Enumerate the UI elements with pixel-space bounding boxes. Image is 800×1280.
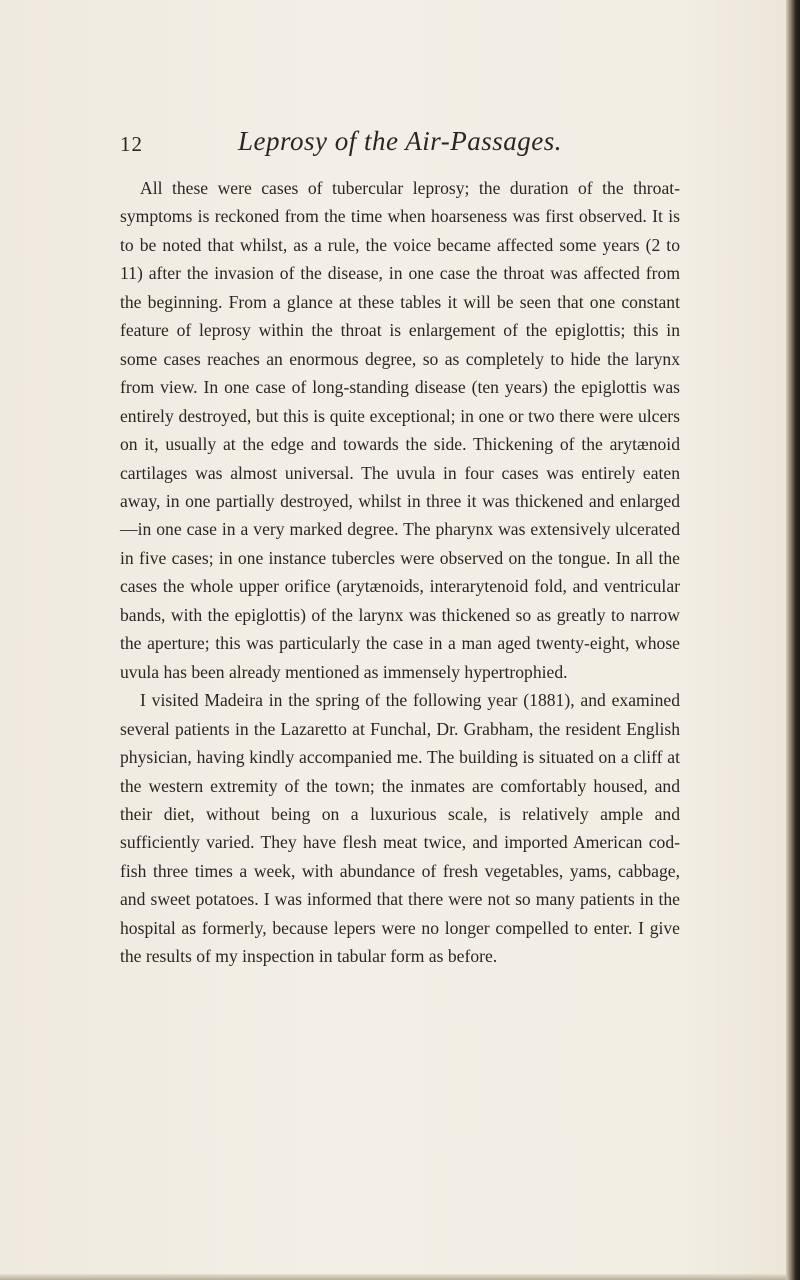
book-binding-edge — [786, 0, 800, 1280]
page-header — [120, 126, 680, 162]
paragraph-1: All these were cases of tubercular leprosy; the duration of the throat-symptoms is reckoned from the time when hoarseness was first observed. It is to be noted that whilst, as a rule, the voice became affected some years (2 to 11) after the invasion of the disease, in one case the throat was affected from the beginning. From a glance at these tables it will be seen that one constant feature of leprosy within the throat is enlargement of the epiglottis; this in some cases reaches an enormous degree, so as completely to hide the larynx from view. In one case of long-standing disease (ten years) the epiglottis was entirely destroyed, but this is quite exceptional; in one or two there were ulcers on it, usually at the edge and towards the side. Thickening of the arytænoid cartilages was almost universal. The uvula in four cases was entirely eaten away, in one partially destroyed, whilst in three it was thickened and enlarged—in one case in a very marked degree. The pharynx was extensively ulcerated in five cases; in one instance tubercles were observed on the tongue. In all the cases the whole upper orifice (arytænoids, interarytenoid fold, and ventricular bands, with the epiglottis) of the larynx was thickened so as greatly to narrow the aperture; this was particularly the case in a man aged twenty-eight, whose uvula has been already mentioned as immensely hypertrophied. — [120, 178, 680, 682]
paragraph-2: I visited Madeira in the spring of the following year (1881), and examined several patients in the Lazaretto at Funchal, Dr. Grabham, the resident English physician, having kindly accompanied me. The building is situated on a cliff at the western extremity of the town; the inmates are comfortably housed, and their diet, without being on a luxurious scale, is relatively ample and sufficiently varied. They have flesh meat twice, and imported American cod-fish three times a week, with abundance of fresh vegetables, yams, cabbage, and sweet potatoes. I was informed that there were not so many patients in the hospital as formerly, because lepers were no longer compelled to enter. I give the results of my inspection in tabular form as before. — [120, 690, 680, 967]
page-bottom-edge — [0, 1274, 800, 1280]
page-number: 12 — [120, 132, 143, 156]
body-text — [120, 174, 680, 971]
running-title: Leprosy of the Air-Passages. — [238, 126, 562, 156]
